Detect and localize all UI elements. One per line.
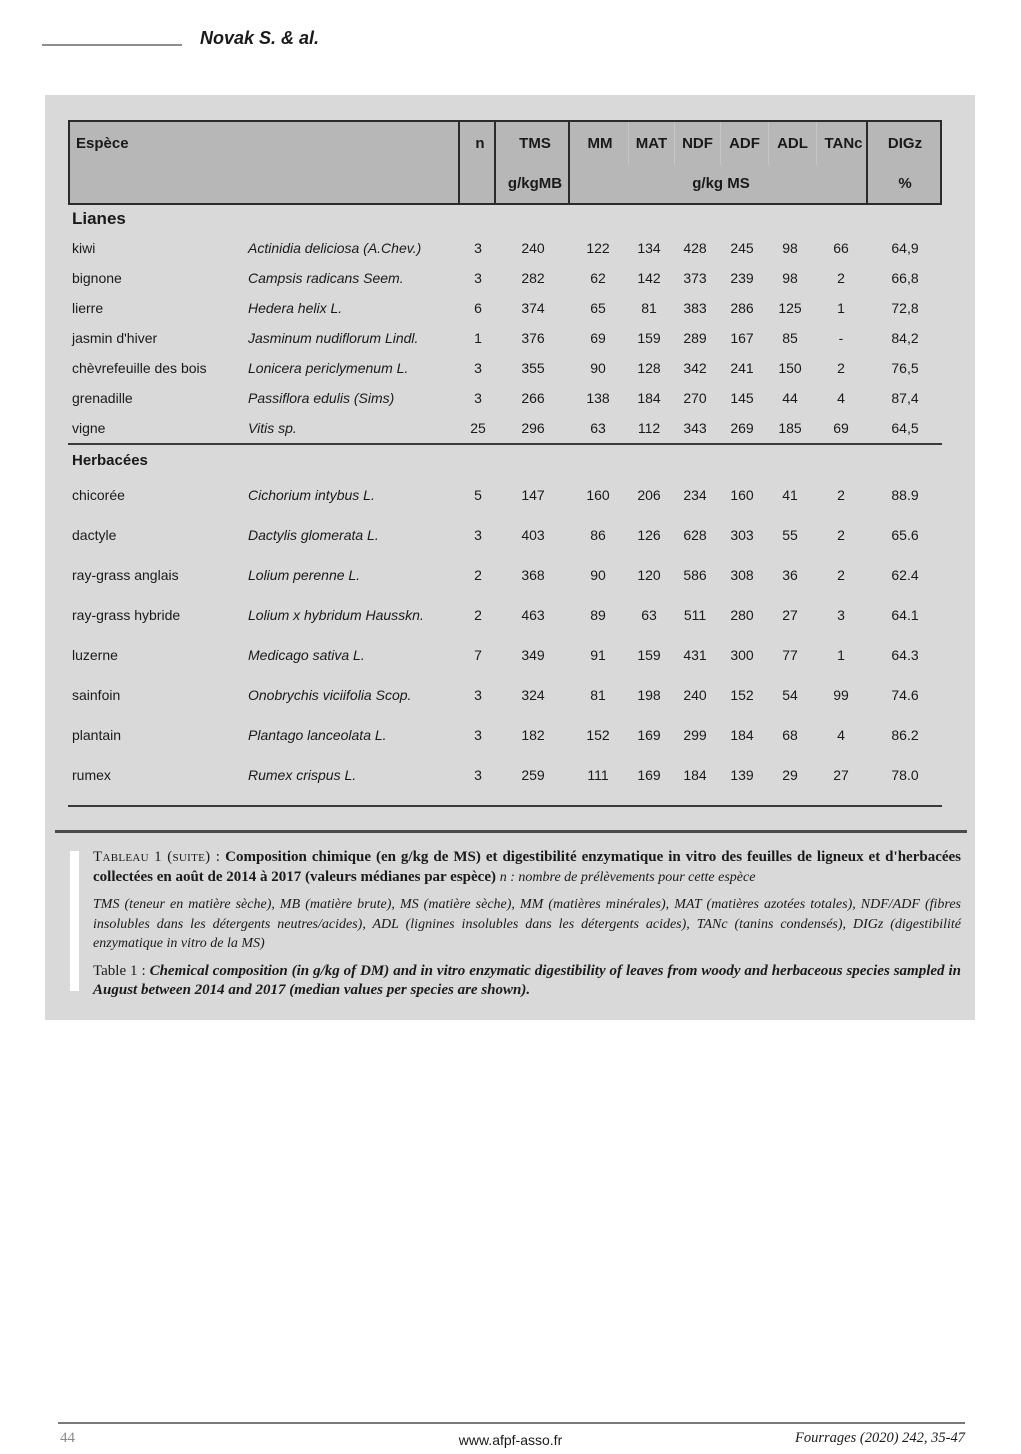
value-tanc: 69	[833, 420, 849, 436]
species-common-name: sainfoin	[72, 687, 121, 703]
column-unit-digz: %	[898, 174, 912, 192]
value-tms: 282	[521, 270, 545, 286]
value-mm: 122	[586, 240, 610, 256]
value-tms: 349	[521, 647, 545, 663]
table-row	[68, 555, 942, 595]
species-latin-name: Plantago lanceolata L.	[248, 727, 387, 743]
table-header-row	[68, 120, 942, 205]
value-adf: 303	[730, 527, 754, 543]
value-tms: 403	[521, 527, 545, 543]
column-header-n: n	[475, 135, 485, 152]
value-mat: 159	[637, 330, 661, 346]
value-ndf: 270	[683, 390, 707, 406]
value-digz: 62.4	[891, 567, 919, 583]
species-common-name: rumex	[72, 767, 111, 783]
value-n: 3	[474, 360, 482, 376]
caption-left-bar	[70, 851, 79, 991]
value-mat: 159	[637, 647, 661, 663]
value-adf: 152	[730, 687, 754, 703]
caption-english-text: Chemical composition (in g/kg of DM) and in vitro enzymatic digestibility of leaves from woody and herbaceous species sampled in August between 2014 and 2017 (median values per species are shown).	[93, 962, 961, 999]
header-divider	[494, 122, 496, 203]
table-row	[68, 233, 942, 263]
value-adf: 139	[730, 767, 754, 783]
species-common-name: ray-grass hybride	[72, 607, 181, 623]
value-digz: 78.0	[891, 767, 919, 783]
value-mm: 62	[590, 270, 606, 286]
value-tms: 368	[521, 567, 545, 583]
species-latin-name: Jasminum nudiflorum Lindl.	[248, 330, 419, 346]
caption-french	[93, 847, 961, 888]
value-digz: 64.3	[891, 647, 919, 663]
value-digz: 64,5	[891, 420, 919, 436]
table-section-herbacees	[68, 445, 942, 795]
species-latin-name: Campsis radicans Seem.	[248, 270, 404, 286]
composition-table	[68, 120, 942, 807]
caption-abbreviations: TMS (teneur en matière sèche), MB (matière brute), MS (matière sèche), MM (matières minérales), MAT (matières azotées totales), NDF/ADF (fibres insolubles dans les détergents neutres/acides), ADL (lignines insolubles dans les détergents acides), TANc (tanins condensés), DIGz (digestibilité enzymatique in vitro de la MS)	[93, 897, 961, 952]
column-header-espece: Espèce	[76, 135, 129, 152]
value-ndf: 628	[683, 527, 707, 543]
value-tanc: 66	[833, 240, 849, 256]
value-tanc: 1	[837, 647, 845, 663]
value-mm: 90	[590, 567, 606, 583]
value-n: 7	[474, 647, 482, 663]
value-tms: 296	[521, 420, 545, 436]
value-mat: 112	[637, 420, 661, 436]
value-mm: 160	[586, 487, 610, 503]
column-header-mm: MM	[587, 135, 613, 152]
value-tanc: 2	[837, 270, 845, 286]
table-row	[68, 323, 942, 353]
value-adl: 44	[782, 390, 798, 406]
value-n: 3	[474, 270, 482, 286]
value-tms: 355	[521, 360, 545, 376]
value-adf: 286	[730, 300, 754, 316]
species-common-name: kiwi	[72, 240, 96, 256]
footer-rule	[58, 1422, 965, 1424]
header-divider	[568, 122, 570, 203]
value-ndf: 343	[683, 420, 707, 436]
value-digz: 65.6	[891, 527, 919, 543]
species-latin-name: Lolium x hybridum Hausskn.	[248, 607, 424, 623]
value-ndf: 383	[683, 300, 707, 316]
value-adf: 239	[730, 270, 754, 286]
value-digz: 84,2	[891, 330, 919, 346]
value-ndf: 428	[683, 240, 707, 256]
species-common-name: bignone	[72, 270, 122, 286]
value-tanc: 2	[837, 487, 845, 503]
header-divider	[866, 122, 868, 203]
value-n: 5	[474, 487, 482, 503]
value-tms: 324	[521, 687, 545, 703]
value-tms: 376	[521, 330, 545, 346]
value-tanc: 4	[837, 727, 845, 743]
value-mat: 120	[637, 567, 661, 583]
value-mm: 91	[590, 647, 606, 663]
value-ndf: 184	[683, 767, 707, 783]
value-ndf: 431	[683, 647, 707, 663]
value-tanc: -	[838, 330, 844, 346]
column-header-adl: ADL	[768, 122, 816, 165]
value-mat: 134	[637, 240, 661, 256]
table-row	[68, 475, 942, 515]
table-section-lianes	[68, 205, 942, 443]
value-tms: 266	[521, 390, 545, 406]
caption-english	[93, 962, 961, 1001]
value-tms: 259	[521, 767, 545, 783]
table-row	[68, 515, 942, 555]
footer-website: www.afpf-asso.fr	[458, 1432, 563, 1448]
value-adf: 308	[730, 567, 754, 583]
value-mat: 142	[637, 270, 661, 286]
value-digz: 86.2	[891, 727, 919, 743]
species-latin-name: Actinidia deliciosa (A.Chev.)	[248, 240, 422, 256]
column-header-tms: TMS	[519, 135, 551, 152]
value-adl: 68	[782, 727, 798, 743]
value-mat: 184	[637, 390, 661, 406]
species-latin-name: Lolium perenne L.	[248, 567, 361, 583]
value-mat: 128	[637, 360, 661, 376]
value-adf: 167	[730, 330, 754, 346]
value-ndf: 511	[683, 607, 707, 623]
caption-french-note: n : nombre de prélèvements pour cette espèce	[499, 870, 756, 886]
value-mat: 169	[637, 727, 661, 743]
species-common-name: chèvrefeuille des bois	[72, 360, 207, 376]
value-mm: 63	[590, 420, 606, 436]
section-title: Herbacées	[72, 451, 148, 469]
value-tanc: 2	[837, 567, 845, 583]
value-adl: 185	[778, 420, 802, 436]
value-adl: 36	[782, 567, 798, 583]
value-mm: 152	[586, 727, 610, 743]
species-latin-name: Lonicera periclymenum L.	[248, 360, 409, 376]
value-mm: 89	[590, 607, 606, 623]
caption-french-label: Tableau 1 (suite) :	[93, 849, 221, 865]
value-n: 2	[474, 607, 482, 623]
value-tanc: 3	[837, 607, 845, 623]
value-n: 3	[474, 240, 482, 256]
value-n: 2	[474, 567, 482, 583]
value-mat: 126	[637, 527, 661, 543]
value-adl: 41	[782, 487, 798, 503]
value-tms: 463	[521, 607, 545, 623]
value-digz: 72,8	[891, 300, 919, 316]
value-tanc: 2	[837, 360, 845, 376]
header-rule	[42, 44, 182, 46]
column-header-mat: MAT	[628, 122, 674, 165]
table-row	[68, 263, 942, 293]
species-common-name: ray-grass anglais	[72, 567, 179, 583]
value-adf: 269	[730, 420, 754, 436]
value-ndf: 299	[683, 727, 707, 743]
column-header-adf: ADF	[720, 122, 768, 165]
value-ndf: 586	[683, 567, 707, 583]
value-tanc: 2	[837, 527, 845, 543]
species-common-name: luzerne	[72, 647, 118, 663]
value-mm: 90	[590, 360, 606, 376]
table-row	[68, 595, 942, 635]
value-digz: 66,8	[891, 270, 919, 286]
species-common-name: jasmin d'hiver	[72, 330, 158, 346]
value-adf: 184	[730, 727, 754, 743]
value-adf: 280	[730, 607, 754, 623]
value-mm: 138	[586, 390, 610, 406]
value-tms: 182	[521, 727, 545, 743]
species-latin-name: Passiflora edulis (Sims)	[248, 390, 395, 406]
table-row	[68, 715, 942, 755]
value-adf: 145	[730, 390, 754, 406]
value-tanc: 4	[837, 390, 845, 406]
value-adf: 300	[730, 647, 754, 663]
value-adl: 125	[778, 300, 802, 316]
table-row	[68, 293, 942, 323]
table-row	[68, 675, 942, 715]
value-n: 3	[474, 767, 482, 783]
species-common-name: vigne	[72, 420, 106, 436]
species-latin-name: Medicago sativa L.	[248, 647, 365, 663]
table-row	[68, 413, 942, 443]
value-mat: 198	[637, 687, 661, 703]
value-ndf: 289	[683, 330, 707, 346]
caption-french-text: Composition chimique (en g/kg de MS) et digestibilité enzymatique in vitro des feuilles de ligneux et d'herbacées collectées en août de 2014 à 2017 (valeurs médianes par espèce)	[93, 849, 962, 886]
column-unit-tms: g/kgMB	[507, 174, 563, 192]
species-latin-name: Hedera helix L.	[248, 300, 343, 316]
table-end-rule	[68, 805, 942, 807]
value-n: 3	[474, 527, 482, 543]
value-n: 3	[474, 390, 482, 406]
caption-top-rule	[55, 830, 967, 833]
species-common-name: chicorée	[72, 487, 125, 503]
value-tms: 374	[521, 300, 545, 316]
value-adl: 98	[782, 270, 798, 286]
header-divider	[458, 122, 460, 203]
caption-english-label: Table 1 :	[93, 962, 146, 979]
value-digz: 64.1	[891, 607, 919, 623]
value-adl: 85	[782, 330, 798, 346]
species-common-name: plantain	[72, 727, 122, 743]
value-n: 1	[474, 330, 482, 346]
value-ndf: 234	[683, 487, 707, 503]
value-mat: 206	[637, 487, 661, 503]
value-mm: 65	[590, 300, 606, 316]
value-adl: 55	[782, 527, 798, 543]
species-common-name: dactyle	[72, 527, 117, 543]
value-adl: 98	[782, 240, 798, 256]
species-latin-name: Rumex crispus L.	[248, 767, 357, 783]
value-adl: 150	[778, 360, 802, 376]
table-row	[68, 635, 942, 675]
species-latin-name: Dactylis glomerata L.	[248, 527, 379, 543]
species-latin-name: Cichorium intybus L.	[248, 487, 375, 503]
value-adl: 29	[782, 767, 798, 783]
value-mat: 81	[641, 300, 657, 316]
caption-block	[45, 847, 975, 1001]
table-row	[68, 353, 942, 383]
value-ndf: 240	[683, 687, 707, 703]
column-header-tanc: TANc	[816, 122, 870, 165]
species-latin-name: Onobrychis viciifolia Scop.	[248, 687, 412, 703]
table-row	[68, 383, 942, 413]
value-digz: 64,9	[891, 240, 919, 256]
value-mm: 69	[590, 330, 606, 346]
value-tanc: 99	[833, 687, 849, 703]
value-mm: 81	[590, 687, 606, 703]
footer-journal-reference: Fourrages (2020) 242, 35-47	[795, 1430, 965, 1446]
value-digz: 88.9	[891, 487, 919, 503]
value-tanc: 1	[837, 300, 845, 316]
species-common-name: grenadille	[72, 390, 133, 406]
table-row	[68, 755, 942, 795]
value-n: 3	[474, 727, 482, 743]
value-digz: 74.6	[891, 687, 919, 703]
value-adl: 54	[782, 687, 798, 703]
column-header-ndf: NDF	[674, 122, 720, 165]
value-adl: 77	[782, 647, 798, 663]
value-ndf: 342	[683, 360, 707, 376]
value-digz: 87,4	[891, 390, 919, 406]
value-n: 25	[470, 420, 486, 436]
value-ndf: 373	[683, 270, 707, 286]
species-latin-name: Vitis sp.	[248, 420, 297, 436]
section-title: Lianes	[72, 209, 126, 228]
value-tms: 147	[521, 487, 545, 503]
author-header: Novak S. & al.	[200, 28, 320, 48]
value-adf: 160	[730, 487, 754, 503]
value-mm: 111	[587, 767, 609, 783]
value-tanc: 27	[833, 767, 849, 783]
value-mat: 169	[637, 767, 661, 783]
value-mat: 63	[641, 607, 657, 623]
species-common-name: lierre	[72, 300, 104, 316]
page-number: 44	[60, 1430, 75, 1446]
value-adf: 241	[730, 360, 754, 376]
value-mm: 86	[590, 527, 606, 543]
column-unit-group: g/kg MS	[692, 174, 750, 192]
value-n: 3	[474, 687, 482, 703]
value-tms: 240	[521, 240, 545, 256]
value-adl: 27	[782, 607, 798, 623]
value-n: 6	[474, 300, 482, 316]
value-adf: 245	[730, 240, 754, 256]
table-panel	[45, 95, 975, 1020]
value-digz: 76,5	[891, 360, 919, 376]
column-header-digz: DIGz	[887, 135, 923, 152]
